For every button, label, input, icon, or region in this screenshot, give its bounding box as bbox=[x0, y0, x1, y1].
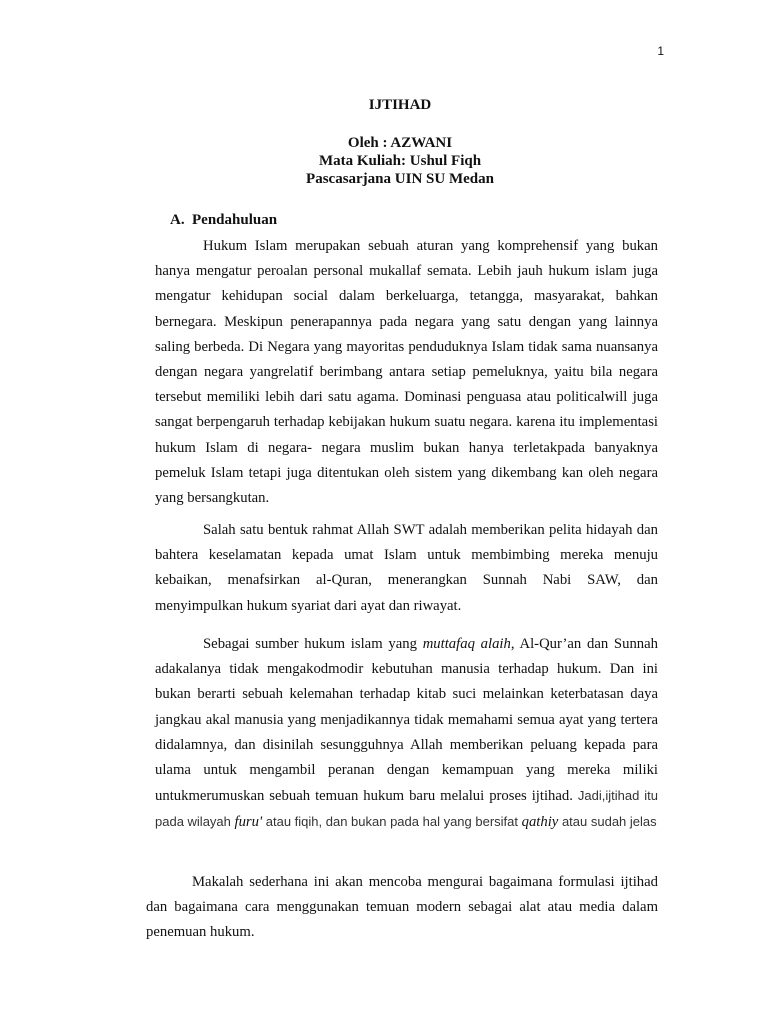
section-title: Pendahuluan bbox=[192, 212, 278, 228]
paragraph-1-text: Hukum Islam merupakan sebuah aturan yang komprehensif yang bukan hanya mengatur peroalan personal mukallaf semata. Lebih jauh hukum islam juga mengatur kehidupan social dalam berkeluarga, tetangga, masyarakat, bahkan bernegara. Meskipun penerapannya pada negara yang satu dengan yang lainnya saling berbeda. Di Negara yang mayoritas penduduknya Islam tidak sama nuansanya dengan negara yangrelatif berimbang antara setiap pemeluknya, yaitu bila negara tersebut memiliki lebih dari satu agama. Dominasi penguasa atau politicalwill juga sangat berpengaruh terhadap kebijakan hukum suatu negara. karena itu implementasi hukum Islam di negara- negara muslim bukan hanya terletakpada banyaknya pemeluk Islam tetapi juga ditentukan oleh sistem yang dikembang kan oleh negara yang bersangkutan. bbox=[155, 238, 658, 507]
paragraph-3-sans-text: Jadi,ijtihad itu pada wilayah bbox=[155, 788, 658, 830]
document-title: IJTIHAD bbox=[368, 97, 432, 113]
author-line: Oleh : AZWANI bbox=[347, 135, 453, 151]
page-number: 1 bbox=[657, 44, 664, 58]
course-line: Mata Kuliah: Ushul Fiqh bbox=[318, 153, 482, 169]
paragraph-4-text: Makalah sederhana ini akan mencoba mengurai bagaimana formulasi ijtihad dan bagaimana cara menggunakan temuan modern sebagai alat atau media dalam penemuan hukum. bbox=[146, 874, 658, 941]
paragraph-3-sans-text-2: atau fiqih, dan bukan pada hal yang bersifat bbox=[262, 814, 522, 830]
paragraph-2-text: Salah satu bentuk rahmat Allah SWT adalah memberikan pelita hidayah dan bahtera keselamatan kepada umat Islam untuk membimbing mereka menuju kebaikan, menafsirkan al-Quran, menerangkan Sunnah Nabi SAW, dan menyimpulkan hukum syariat dari ayat dan riwayat. bbox=[155, 522, 658, 614]
paragraph-3-text: Sebagai sumber hukum islam yang bbox=[203, 636, 423, 652]
section-letter: A. bbox=[170, 212, 185, 228]
paragraph-4 bbox=[146, 870, 658, 946]
paragraph-1 bbox=[155, 234, 658, 511]
paragraph-3-sans-text-3: atau sudah jelas bbox=[558, 814, 657, 830]
section-heading bbox=[170, 212, 277, 229]
paragraph-3-term-qathiy: qathiy bbox=[521, 814, 559, 831]
paragraph-2 bbox=[155, 518, 658, 619]
institution-line: Pascasarjana UIN SU Medan bbox=[306, 171, 494, 187]
paragraph-3 bbox=[155, 632, 658, 836]
paragraph-3-text-cont: , Al-Qur’an dan Sunnah adakalanya tidak mengakodmodir kebutuhan manusia terhadap hukum. Dan ini bukan berarti sebuah kelemahan terhadap kitab suci melainkan keterbatasan daya jangkau akal manusia yang menjadikannya tidak memahami semua ayat yang tertera didalamnya, dan disinilah sesungguhnya Allah memberikan peluang kepada para ulama untuk mengambil peranan dengan kemampuan yang mereka miliki untukmerumuskan sebuah temuan hukum baru melalui proses ijtihad. bbox=[155, 636, 658, 805]
paragraph-3-term-furu: furu' bbox=[234, 814, 263, 831]
paragraph-3-term-muttafaq: muttafaq alaih bbox=[422, 636, 511, 652]
